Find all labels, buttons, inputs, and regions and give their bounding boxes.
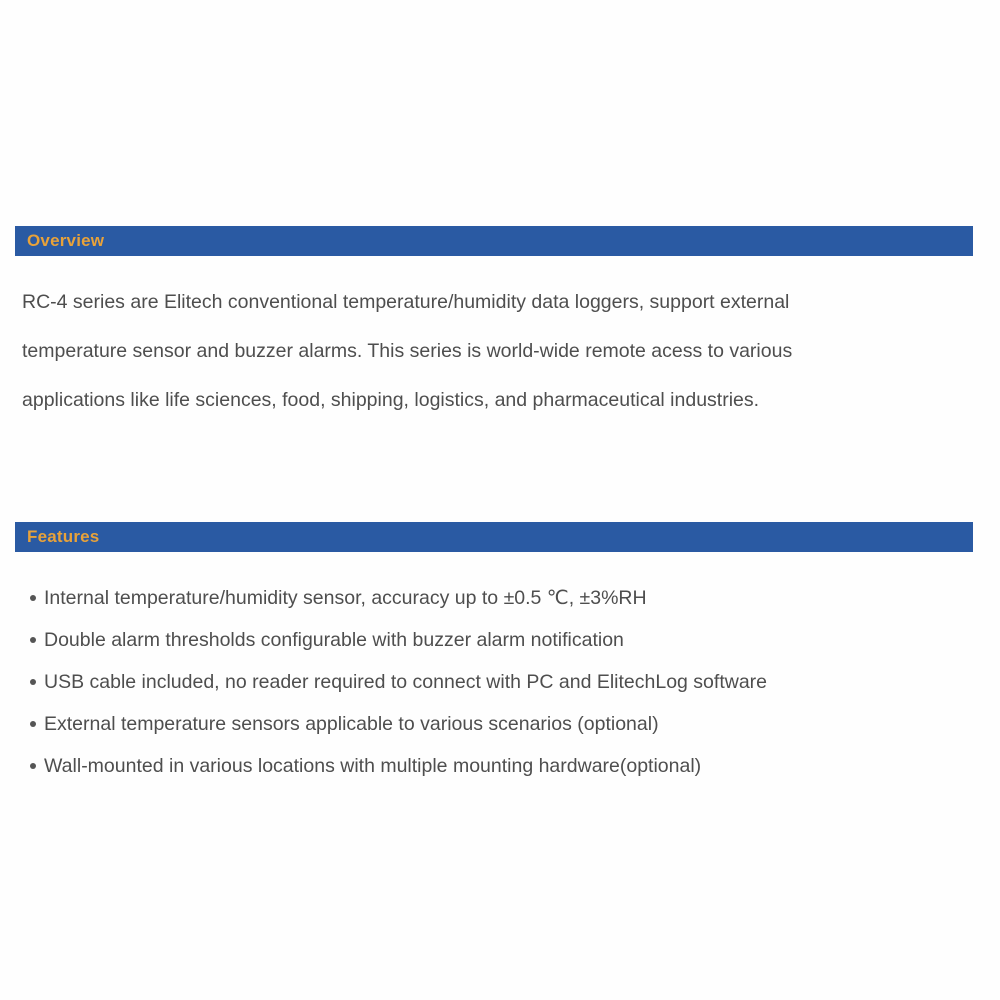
- features-title: Features: [27, 527, 100, 546]
- overview-line: applications like life sciences, food, shipping, logistics, and pharmaceutical industries.: [22, 389, 760, 411]
- list-item: [30, 577, 980, 619]
- bullet-icon: [30, 721, 36, 727]
- feature-text: External temperature sensors applicable to various scenarios (optional): [44, 713, 659, 735]
- bullet-icon: [30, 763, 36, 769]
- list-item: [30, 661, 980, 703]
- overview-line: RC-4 series are Elitech conventional temperature/humidity data loggers, support external: [22, 291, 790, 313]
- overview-header-bar: [15, 226, 973, 256]
- overview-title: Overview: [27, 231, 105, 250]
- features-list: [30, 577, 980, 787]
- feature-text: Double alarm thresholds configurable with buzzer alarm notification: [44, 629, 624, 651]
- list-item: [30, 619, 980, 661]
- list-item: [30, 703, 980, 745]
- overview-paragraph: [22, 278, 977, 425]
- overview-line: temperature sensor and buzzer alarms. This series is world-wide remote acess to various: [22, 340, 793, 362]
- list-item: [30, 745, 980, 787]
- bullet-icon: [30, 595, 36, 601]
- feature-text: USB cable included, no reader required to connect with PC and ElitechLog software: [44, 671, 768, 693]
- bullet-icon: [30, 679, 36, 685]
- feature-text: Internal temperature/humidity sensor, accuracy up to ±0.5 ℃, ±3%RH: [44, 587, 647, 609]
- feature-text: Wall-mounted in various locations with multiple mounting hardware(optional): [44, 755, 702, 777]
- bullet-icon: [30, 637, 36, 643]
- features-header-bar: [15, 522, 973, 552]
